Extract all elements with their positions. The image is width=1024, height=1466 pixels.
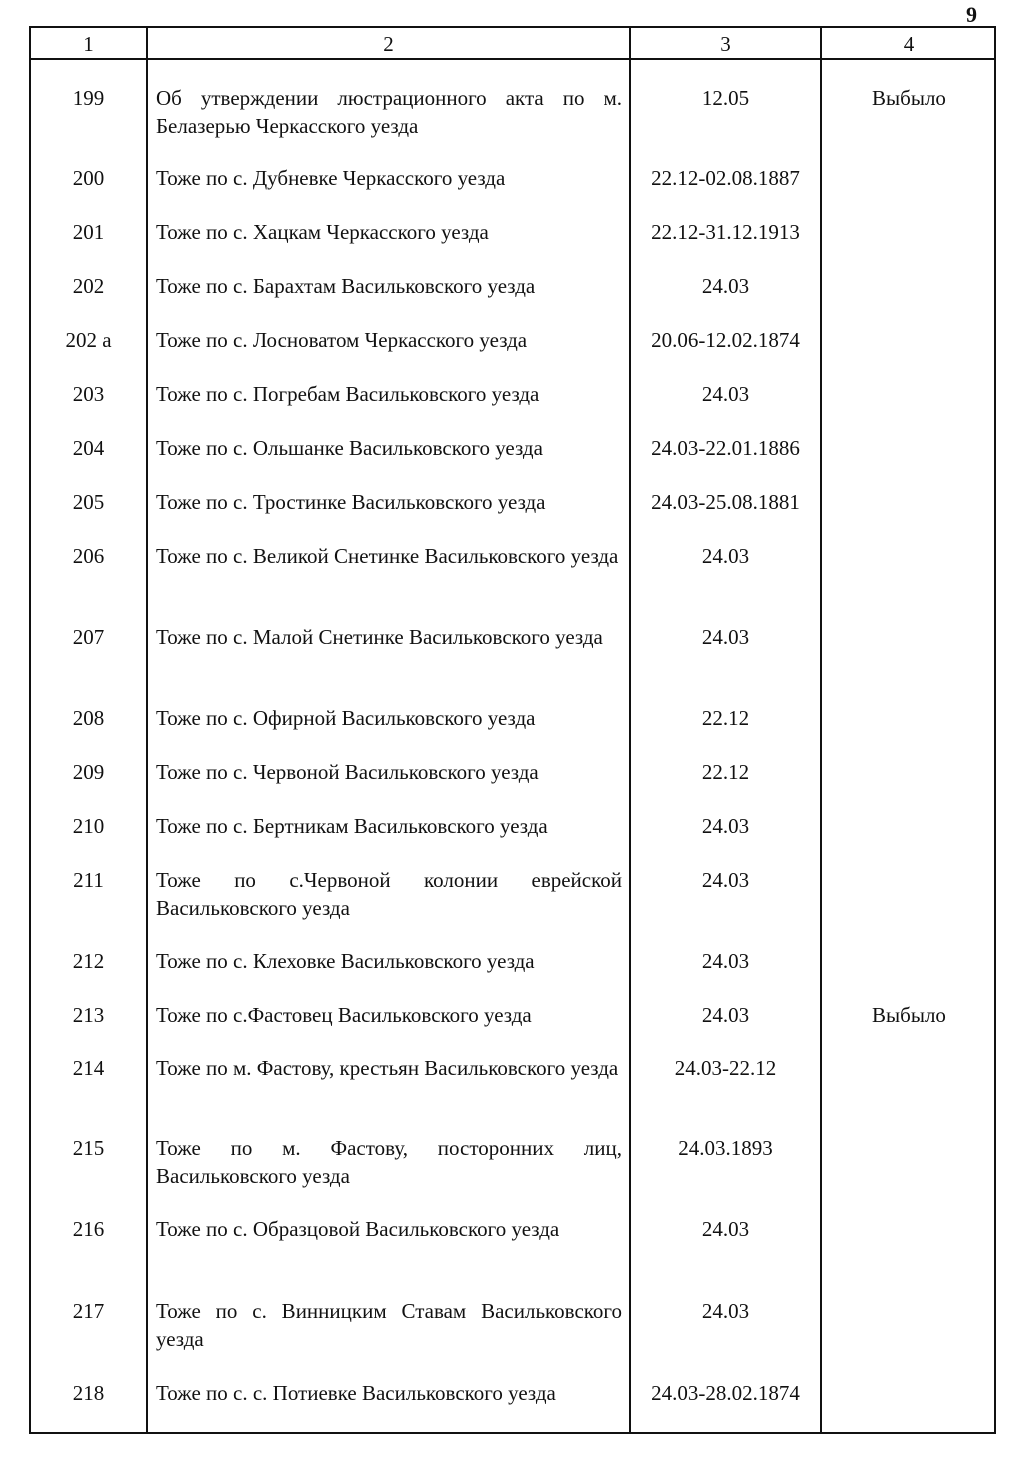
row-title: Тоже по с. Дубневке Черкасского уезда bbox=[156, 166, 506, 190]
row-note: Выбыло bbox=[872, 1003, 946, 1027]
row-number: 210 bbox=[72, 814, 105, 838]
row-dates: 22.12 bbox=[701, 706, 750, 730]
row-title: Тоже по с. Ольшанке Васильковского уезда bbox=[156, 436, 543, 460]
row-dates: 24.03 bbox=[701, 382, 750, 406]
column-header: 4 bbox=[903, 32, 915, 56]
row-dates: 24.03 bbox=[701, 1299, 750, 1323]
row-title: Тоже по с. Погребам Васильковского уезда bbox=[156, 382, 540, 406]
row-number: 202 а bbox=[65, 328, 112, 352]
row-dates: 24.03 bbox=[701, 625, 750, 649]
row-dates: 24.03 bbox=[701, 814, 750, 838]
column-header: 3 bbox=[720, 32, 731, 56]
row-title: Тоже по с. Образцовой Васильковского уезда bbox=[156, 1217, 560, 1241]
row-dates: 24.03-22.01.1886 bbox=[651, 436, 800, 460]
row-dates: 12.05 bbox=[701, 86, 750, 110]
column-header: 2 bbox=[383, 32, 394, 56]
row-number: 207 bbox=[72, 625, 105, 649]
row-dates: 24.03-22.12 bbox=[674, 1056, 777, 1080]
row-number: 213 bbox=[72, 1003, 105, 1027]
row-title: Тоже по с. Хацкам Черкасского уезда bbox=[156, 220, 489, 244]
row-number: 209 bbox=[72, 760, 105, 784]
row-number: 201 bbox=[72, 220, 105, 244]
row-title: Тоже по с. Барахтам Васильковского уезда bbox=[156, 274, 536, 298]
row-title: Тоже по с.Фастовец Васильковского уезда bbox=[156, 1003, 532, 1027]
row-title: Тоже по с.Червоной колонии еврейской Васильковского уезда bbox=[156, 868, 622, 920]
row-dates: 22.12-02.08.1887 bbox=[651, 166, 800, 190]
row-dates: 20.06-12.02.1874 bbox=[651, 328, 800, 352]
row-dates: 24.03 bbox=[701, 544, 750, 568]
row-dates: 22.12-31.12.1913 bbox=[651, 220, 800, 244]
row-number: 218 bbox=[72, 1381, 105, 1405]
column-header: 1 bbox=[83, 32, 94, 56]
row-title: Об утверждении люстрационного акта по м. Белазерью Черкасского уезда bbox=[156, 86, 622, 138]
row-dates: 24.03 bbox=[701, 274, 750, 298]
row-note: Выбыло bbox=[872, 86, 946, 110]
row-title: Тоже по м. Фастову, крестьян Васильковского уезда bbox=[156, 1056, 619, 1080]
row-title: Тоже по с. Клеховке Васильковского уезда bbox=[156, 949, 535, 973]
row-number: 216 bbox=[72, 1217, 105, 1241]
row-number: 205 bbox=[72, 490, 105, 514]
row-title: Тоже по с. с. Потиевке Васильковского уезда bbox=[156, 1381, 556, 1405]
row-dates: 24.03.1893 bbox=[678, 1136, 773, 1160]
row-number: 204 bbox=[72, 436, 105, 460]
row-dates: 24.03 bbox=[701, 868, 750, 892]
row-number: 200 bbox=[72, 166, 105, 190]
row-title: Тоже по с. Винницким Ставам Васильковского уезда bbox=[156, 1299, 622, 1351]
column-divider bbox=[820, 28, 822, 1432]
row-number: 211 bbox=[73, 868, 104, 892]
row-dates: 24.03 bbox=[701, 1003, 750, 1027]
row-number: 212 bbox=[72, 949, 105, 973]
row-dates: 24.03-28.02.1874 bbox=[651, 1381, 800, 1405]
row-dates: 24.03-25.08.1881 bbox=[651, 490, 800, 514]
row-dates: 22.12 bbox=[701, 760, 750, 784]
row-title: Тоже по с. Малой Снетинке Васильковского уезда bbox=[156, 625, 603, 649]
column-divider bbox=[146, 28, 148, 1432]
register-table bbox=[29, 26, 996, 1434]
row-title: Тоже по с. Бертникам Васильковского уезда bbox=[156, 814, 548, 838]
row-title: Тоже по с. Великой Снетинке Васильковского уезда bbox=[156, 544, 619, 568]
row-title: Тоже по м. Фастову, посторонних лиц, Васильковского уезда bbox=[156, 1136, 622, 1188]
row-number: 217 bbox=[72, 1299, 105, 1323]
row-number: 203 bbox=[72, 382, 105, 406]
row-title: Тоже по с. Офирной Васильковского уезда bbox=[156, 706, 536, 730]
row-number: 215 bbox=[72, 1136, 105, 1160]
row-number: 208 bbox=[72, 706, 105, 730]
row-number: 202 bbox=[72, 274, 105, 298]
row-number: 199 bbox=[72, 86, 105, 110]
row-number: 214 bbox=[72, 1056, 105, 1080]
row-title: Тоже по с. Тростинке Васильковского уезда bbox=[156, 490, 546, 514]
row-number: 206 bbox=[72, 544, 105, 568]
row-title: Тоже по с. Лосноватом Черкасского уезда bbox=[156, 328, 528, 352]
row-title: Тоже по с. Червоной Васильковского уезда bbox=[156, 760, 539, 784]
row-dates: 24.03 bbox=[701, 1217, 750, 1241]
page-number: 9 bbox=[966, 2, 977, 27]
header-divider bbox=[31, 58, 994, 60]
row-dates: 24.03 bbox=[701, 949, 750, 973]
